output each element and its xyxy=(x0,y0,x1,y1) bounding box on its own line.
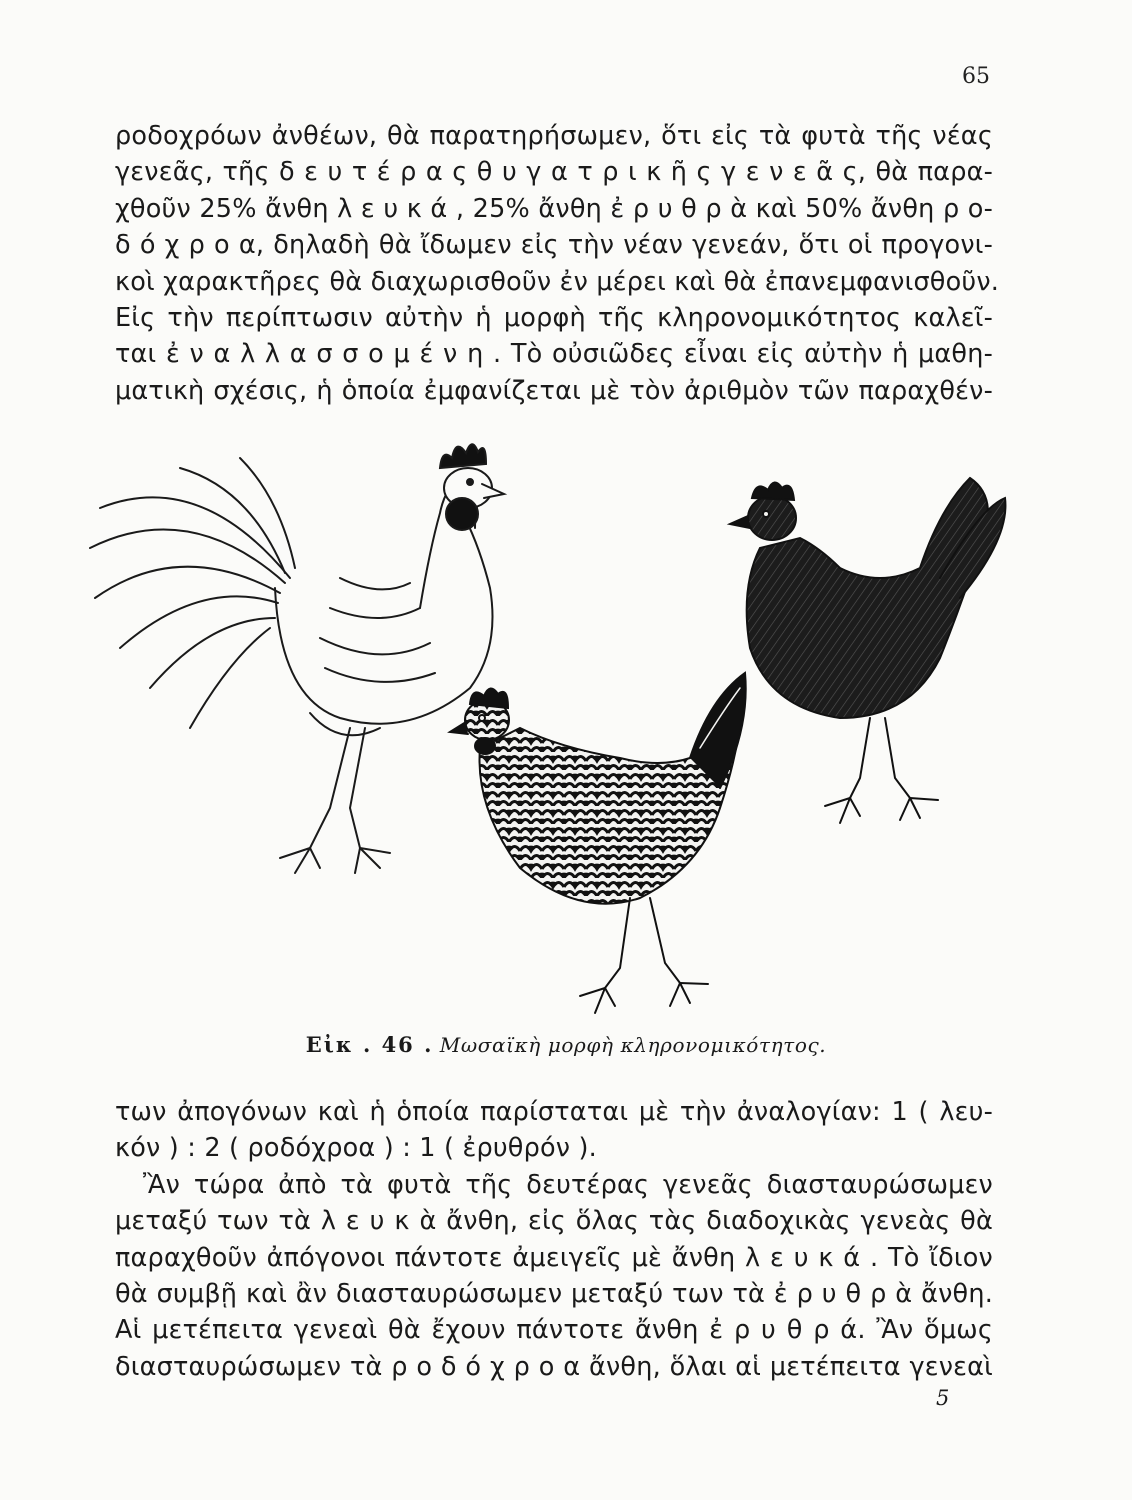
text-line: Αἱ μετέπειτα γενεαὶ θὰ ἔχουν πάντοτε ἄνθη ἐ ρ υ θ ρ ά. Ἂν ὅμως xyxy=(115,1315,993,1346)
caption-label: Εἰκ . 46 . xyxy=(305,1032,434,1057)
chickens-illustration xyxy=(80,428,1030,1028)
text-line: Ἂν τώρα ἀπὸ τὰ φυτὰ τῆς δευτέρας γενεᾶς διασταυρώσωμεν xyxy=(143,1169,993,1200)
page-number: 65 xyxy=(962,64,990,89)
text-line: κόν ) : 2 ( ροδόχροα ) : 1 ( ἐρυθρόν ). xyxy=(115,1133,597,1164)
figure-caption xyxy=(0,1032,1132,1057)
text-line: Εἰς τὴν περίπτωσιν αὐτὴν ἡ μορφὴ τῆς κληρονομικότητος καλεῖ- xyxy=(115,303,993,334)
signature-mark: 5 xyxy=(936,1386,950,1410)
text-line: μεταξύ των τὰ λ ε υ κ ὰ ἄνθη, εἰς ὅλας τὰς διαδοχικὰς γενεὰς θὰ xyxy=(115,1206,993,1237)
text-line: διασταυρώσωμεν τὰ ρ ο δ ό χ ρ ο α ἄνθη, ὅλαι αἱ μετέπειτα γενεαὶ xyxy=(115,1351,993,1382)
text-line: ται ἐ ν α λ λ α σ σ ο μ έ ν η . Τὸ οὐσιῶδες εἶναι εἰς αὐτὴν ἡ μαθη- xyxy=(115,339,993,370)
white-rooster xyxy=(90,444,504,873)
caption-text: Μωσαϊκὴ μορφὴ κληρονομικότητος. xyxy=(439,1033,827,1057)
text-line: θὰ συμβῇ καὶ ἂν διασταυρώσωμεν μεταξύ των τὰ ἐ ρ υ θ ρ ὰ ἄνθη. xyxy=(115,1279,993,1310)
text-line: δ ό χ ρ ο α, δηλαδὴ θὰ ἴδωμεν εἰς τὴν νέαν γενεάν, ὅτι οἱ προγονι- xyxy=(115,230,993,261)
speckled-hen xyxy=(450,673,746,1013)
text-line: παραχθοῦν ἀπόγονοι πάντοτε ἀμειγεῖς μὲ ἄνθη λ ε υ κ ά . Τὸ ἴδιον xyxy=(115,1242,993,1273)
text-line: χθοῦν 25% ἄνθη λ ε υ κ ά , 25% ἄνθη ἐ ρ υ θ ρ ὰ καὶ 50% ἄνθη ρ ο- xyxy=(115,193,993,224)
text-line: ματικὴ σχέσις, ἡ ὁποία ἐμφανίζεται μὲ τὸν ἀριθμὸν τῶν παραχθέν- xyxy=(115,375,993,406)
bottom-paragraph xyxy=(115,1094,993,1385)
text-line: κοὶ χαρακτῆρες θὰ διαχωρισθοῦν ἐν μέρει καὶ θὰ ἐπανεμφανισθοῦν. xyxy=(115,266,1000,297)
black-hen xyxy=(730,478,1005,823)
text-line: γενεᾶς, τῆς δ ε υ τ έ ρ α ς θ υ γ α τ ρ ι κ ῆ ς γ ε ν ε ᾶ ς, θὰ παρα- xyxy=(115,157,993,188)
text-line: των ἀπογόνων καὶ ἡ ὁποία παρίσταται μὲ τὴν ἀναλογίαν: 1 ( λευ- xyxy=(115,1097,993,1127)
top-paragraph xyxy=(115,118,1000,409)
text-line: ροδοχρόων ἀνθέων, θὰ παρατηρήσωμεν, ὅτι εἰς τὰ φυτὰ τῆς νέας xyxy=(115,121,993,151)
chickens-drawing xyxy=(80,428,1030,1028)
